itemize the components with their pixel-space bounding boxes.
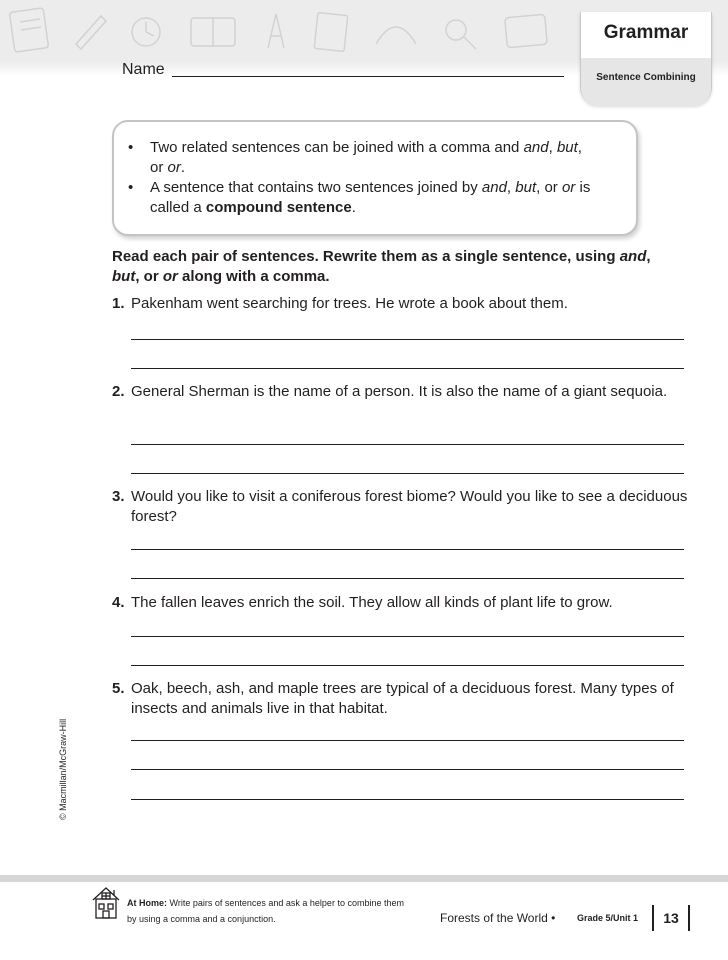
- grade-unit: Grade 5/Unit 1: [577, 913, 639, 923]
- bullet-dot: •: [128, 179, 134, 196]
- rule-text-2: [150, 178, 598, 218]
- rule-text-1: [150, 138, 598, 178]
- text-run: A sentence that contains two sentences joined by: [150, 179, 482, 196]
- section-subtitle: Sentence Combining: [581, 58, 711, 106]
- answer-line[interactable]: [131, 339, 684, 340]
- question-3: [112, 487, 692, 527]
- text-run: ,: [548, 139, 557, 156]
- at-home-label: At Home:: [127, 898, 167, 908]
- text-run: and: [523, 139, 549, 156]
- text-run: Two related sentences can be joined with a comma and: [150, 139, 524, 156]
- book-title-text: Forests of the World: [440, 911, 548, 925]
- text-run: or: [167, 159, 181, 176]
- text-run: , or: [536, 179, 562, 196]
- book-title: [440, 911, 555, 925]
- instructions: [112, 247, 682, 287]
- question-number: 3.: [112, 488, 125, 505]
- answer-line[interactable]: [131, 549, 684, 550]
- page-number: 13: [652, 905, 690, 931]
- at-home-note: [127, 895, 407, 927]
- text-run: and: [481, 179, 507, 196]
- text-run: or: [561, 179, 576, 196]
- text-run: , or: [150, 139, 582, 176]
- question-number: 5.: [112, 680, 125, 697]
- question-text: Pakenham went searching for trees. He wrote a book about them.: [131, 295, 568, 312]
- question-number: 2.: [112, 383, 125, 400]
- answer-line[interactable]: [131, 740, 684, 741]
- question-5: [112, 679, 692, 719]
- house-icon: [90, 884, 122, 920]
- question-1: [112, 294, 692, 314]
- question-2: [112, 382, 692, 402]
- answer-line[interactable]: [131, 799, 684, 800]
- text-run: , or: [135, 268, 163, 285]
- question-4: [112, 593, 692, 613]
- answer-line[interactable]: [131, 444, 684, 445]
- footer-rule: [0, 875, 728, 882]
- text-run: along with a comma.: [177, 268, 330, 285]
- grammar-tab: [580, 12, 712, 105]
- text-run: but: [515, 179, 537, 196]
- text-run: ,: [646, 248, 651, 265]
- answer-line[interactable]: [131, 368, 684, 369]
- rule-bullet-1: [128, 138, 598, 178]
- question-text: Oak, beech, ash, and maple trees are typical of a deciduous forest. Many types of insects and animals live in that habitat.: [131, 680, 674, 717]
- text-run: is called a: [150, 179, 591, 216]
- text-run: but: [556, 139, 578, 156]
- answer-line[interactable]: [131, 636, 684, 637]
- bullet-dot: •: [128, 139, 134, 156]
- answer-line[interactable]: [131, 769, 684, 770]
- school-doodle-pattern: [6, 4, 566, 60]
- at-home-text: Write pairs of sentences and ask a helper to combine them by using a comma and a conjunction.: [127, 898, 404, 924]
- section-title: Grammar: [603, 22, 689, 43]
- text-run: ,: [506, 179, 516, 196]
- rule-bullet-2: [128, 178, 598, 218]
- text-run: Read each pair of sentences. Rewrite them as a single sentence, using: [112, 248, 620, 265]
- footer-bullet: •: [551, 911, 556, 925]
- question-text: Would you like to visit a coniferous forest biome? Would you like to see a deciduous forest?: [131, 488, 688, 525]
- text-run: and: [619, 248, 647, 265]
- rule-box: [112, 120, 638, 236]
- question-text: General Sherman is the name of a person. It is also the name of a giant sequoia.: [131, 383, 668, 400]
- answer-line[interactable]: [131, 473, 684, 474]
- question-text: The fallen leaves enrich the soil. They allow all kinds of plant life to grow.: [131, 594, 613, 611]
- answer-line[interactable]: [131, 578, 684, 579]
- text-run: or: [162, 268, 178, 285]
- question-number: 4.: [112, 594, 125, 611]
- text-run: but: [112, 268, 136, 285]
- copyright-notice: © Macmillan/McGraw-Hill: [58, 718, 68, 820]
- answer-line[interactable]: [131, 665, 684, 666]
- text-run: .: [180, 159, 186, 176]
- question-number: 1.: [112, 295, 125, 312]
- text-run: .: [351, 199, 356, 216]
- name-field-line[interactable]: [172, 76, 564, 77]
- text-run: compound sentence: [205, 199, 352, 216]
- name-label: Name: [122, 61, 165, 78]
